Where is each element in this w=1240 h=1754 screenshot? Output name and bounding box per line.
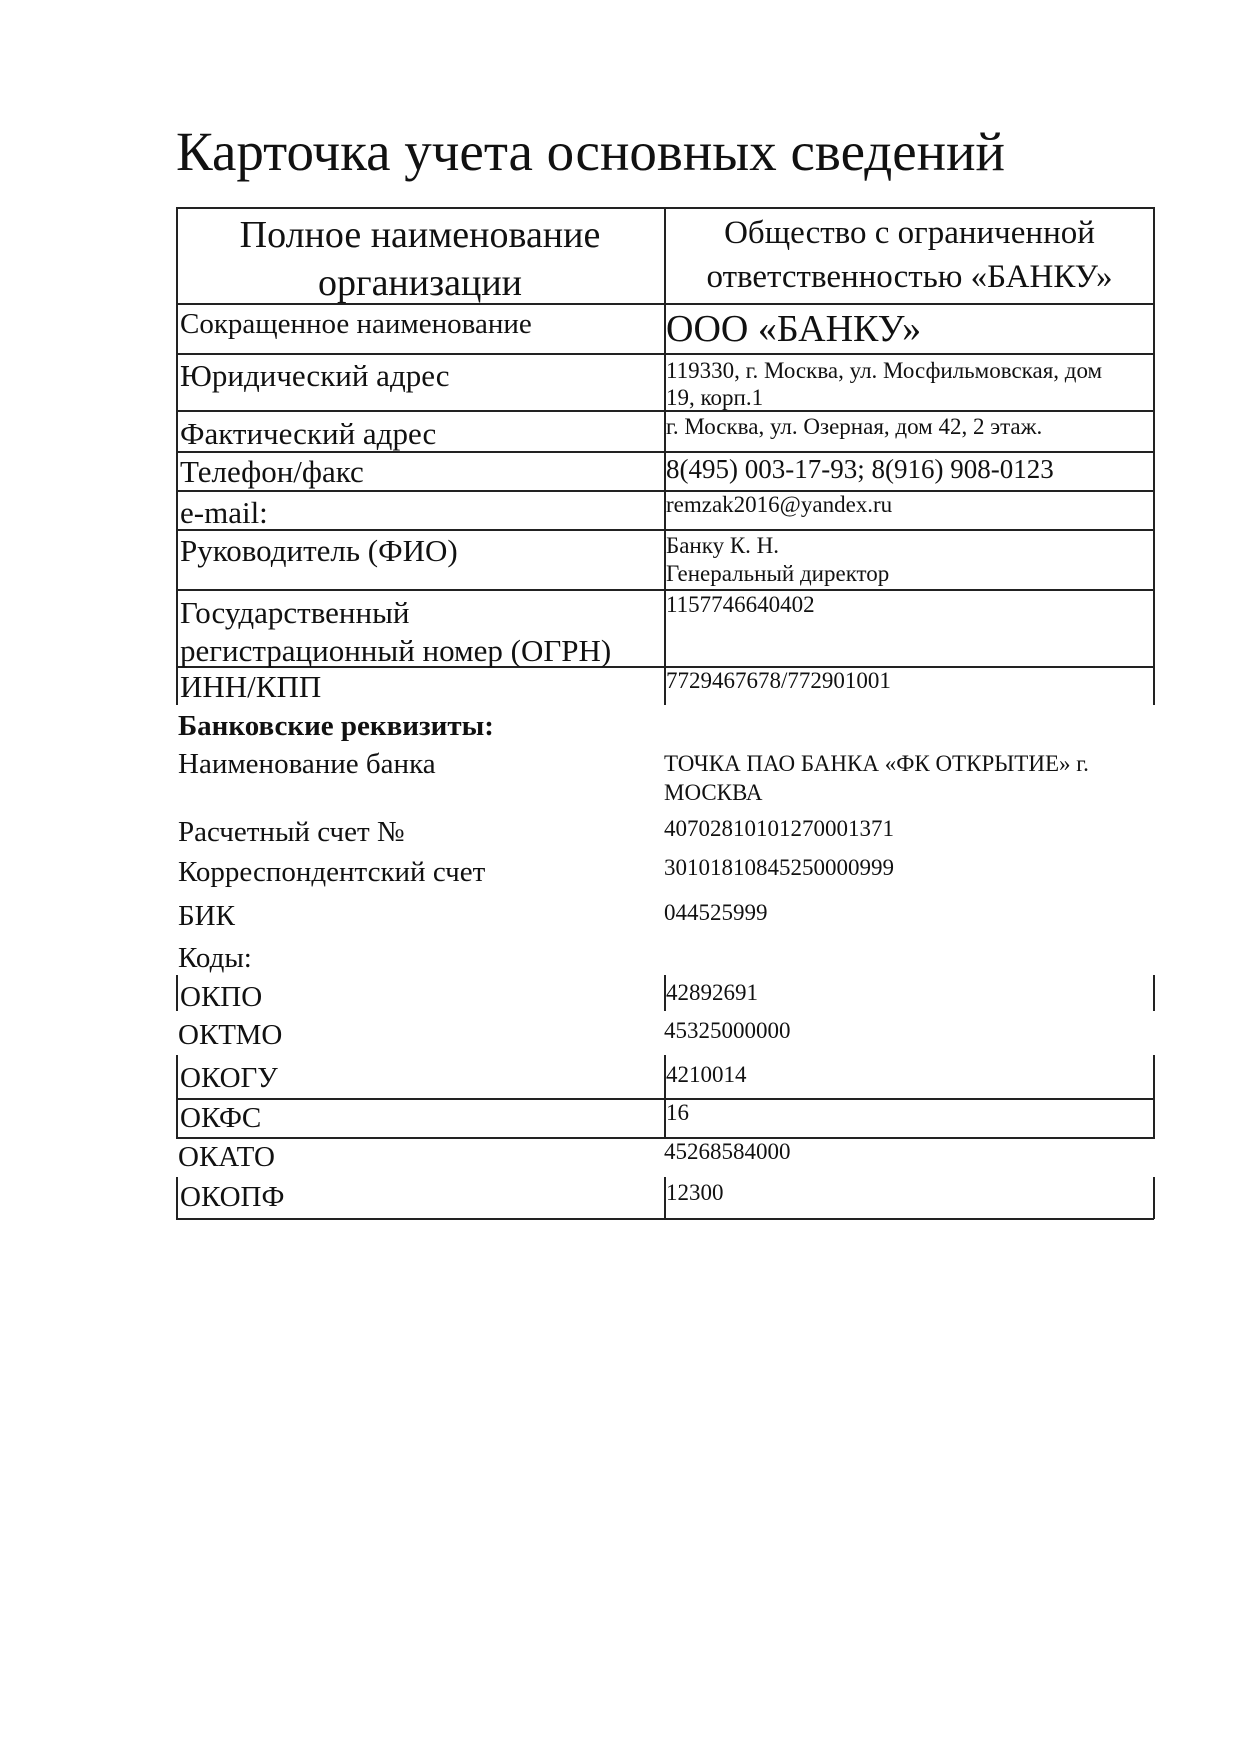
okopf-label: ОКОПФ: [180, 1181, 285, 1213]
okopf-right-border: [1153, 1177, 1155, 1219]
head-label: Руководитель (ФИО): [180, 533, 458, 568]
corr-account-value: 30101810845250000999: [664, 855, 894, 880]
account-label: Расчетный счет №: [178, 816, 405, 848]
okogu-okfs-left-border: [176, 1055, 178, 1139]
okogu-label: ОКОГУ: [180, 1062, 278, 1094]
okato-label: ОКАТО: [178, 1141, 275, 1173]
account-value: 40702810101270001371: [664, 816, 894, 841]
okfs-value: 16: [666, 1100, 689, 1125]
email-label: e-mail:: [180, 495, 268, 530]
bik-value: 044525999: [664, 900, 768, 925]
short-name-value: ООО «БАНКУ»: [666, 308, 922, 350]
bik-label: БИК: [178, 900, 235, 932]
phone-label: Телефон/факс: [180, 454, 364, 489]
bank-name-value: ТОЧКА ПАО БАНКА «ФК ОТКРЫТИЕ» г. МОСКВА: [664, 751, 1089, 805]
legal-address-label: Юридический адрес: [180, 358, 450, 393]
oktmo-value: 45325000000: [664, 1018, 791, 1043]
okpo-left-border: [176, 975, 178, 1011]
bank-heading: Банковские реквизиты:: [178, 710, 494, 742]
okfs-label: ОКФС: [180, 1102, 262, 1134]
inn-kpp-label: ИНН/КПП: [180, 669, 322, 704]
full-name-value: Общество с ограниченной ответственностью «БАНКУ»: [706, 215, 1113, 295]
okogu-bottom-border: [176, 1098, 1154, 1100]
document-title: Карточка учета основных сведений: [176, 121, 1005, 182]
okpo-label: ОКПО: [180, 981, 263, 1013]
okogu-okfs-right-border: [1153, 1055, 1155, 1139]
table-border-right: [1153, 207, 1155, 705]
email-value: remzak2016@yandex.ru: [666, 492, 893, 517]
full-name-label: Полное наименование организации: [239, 214, 601, 304]
actual-address-value: г. Москва, ул. Озерная, дом 42, 2 этаж.: [666, 414, 1043, 439]
corr-account-label: Корреспондентский счет: [178, 856, 486, 888]
phone-value: 8(495) 003-17-93; 8(916) 908-0123: [666, 454, 1054, 484]
okopf-left-border: [176, 1177, 178, 1219]
short-name-label: Сокращенное наименование: [180, 308, 532, 340]
okogu-value: 4210014: [666, 1062, 747, 1087]
codes-heading: Коды:: [178, 942, 252, 974]
ogrn-label: Государственный регистрационный номер (ОГРН): [180, 595, 612, 668]
legal-address-value: 119330, г. Москва, ул. Мосфильмовская, дом 19, корп.1: [666, 358, 1103, 410]
head-value: Банку К. Н. Генеральный директор: [666, 533, 890, 586]
okopf-value: 12300: [666, 1180, 724, 1205]
oktmo-label: ОКТМО: [178, 1019, 283, 1051]
okato-value: 45268584000: [664, 1139, 791, 1164]
okpo-value: 42892691: [666, 980, 758, 1005]
actual-address-label: Фактический адрес: [180, 416, 437, 451]
bank-name-label: Наименование банка: [178, 748, 436, 780]
inn-kpp-value: 7729467678/772901001: [666, 668, 891, 693]
ogrn-value: 1157746640402: [666, 592, 815, 617]
okpo-right-border: [1153, 975, 1155, 1011]
okopf-bottom-border: [176, 1218, 1154, 1220]
